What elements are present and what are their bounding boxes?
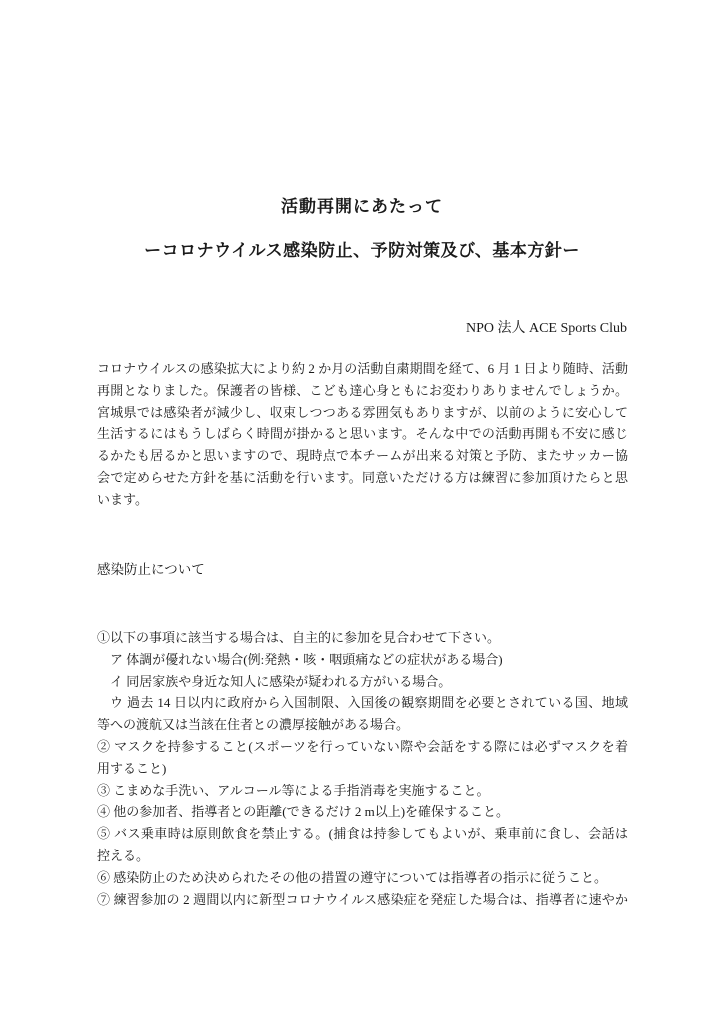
text-line: ③ こまめな手洗い、アルコール等による手指消毒を実施すること。 xyxy=(97,782,490,798)
text-line: ② マスクを持参すること(スポーツを行っていない際や会話をする際には必ずマスクを着 xyxy=(97,738,628,754)
text-line: ⑤ バス乗車時は原則飲食を禁止する。(捕食は持参してもよいが、乗車前に食し、会話は xyxy=(97,826,628,842)
text-line: ⑥ 感染防止のため決められたその他の措置の遵守については指導者の指示に従うこと。 xyxy=(97,869,607,885)
text-line: ⑦ 練習参加の 2 週間以内に新型コロナウイルス感染症を発症した場合は、指導者に速やか xyxy=(97,891,628,907)
text-line: ア 体調が優れない場合(例:発熱・咳・咽頭痛などの症状がある場合) xyxy=(110,651,503,667)
document-subtitle: ーコロナウイルス感染防止、予防対策及び、基本方針ー xyxy=(144,241,580,260)
section-heading: 感染防止について xyxy=(97,562,205,577)
text-line: ①以下の事項に該当する場合は、自主的に参加を見合わせて下さい。 xyxy=(97,630,501,645)
text-line: 再開となりました。保護者の皆様、こども達心身ともにお変わりありませんでしょうか。 xyxy=(97,382,628,398)
text-line: ウ 過去 14 日以内に政府から入国制限、入国後の観察期間を必要とされている国、地域 xyxy=(110,695,628,711)
text-line: るかたも居るかと思いますので、現時点で本チームが出来る対策と予防、またサッカー協 xyxy=(97,448,628,464)
prevention-list xyxy=(97,627,628,910)
text-line: イ 同居家族や身近な知人に感染が疑われる方がいる場合。 xyxy=(110,673,452,689)
text-line: 等への渡航又は当該在住者との濃厚接触がある場合。 xyxy=(97,717,410,733)
text-line: 宮城県では感染者が減少し、収束しつつある雰囲気もありますが、以前のように安心して xyxy=(97,404,628,420)
text-line: ④ 他の参加者、指導者との距離(できるだけ 2 m以上)を確保すること。 xyxy=(97,804,510,820)
text-line: 用すること) xyxy=(97,760,167,776)
text-line: います。 xyxy=(97,491,148,507)
text-line: コロナウイルスの感染拡大により約 2 か月の活動自粛期間を経て、6 月 1 日より随時、活動 xyxy=(97,361,628,376)
author-line: NPO 法人 ACE Sports Club xyxy=(465,321,627,336)
text-line: 控える。 xyxy=(97,847,150,863)
text-line: 会で定めらせた方針を基に活動を行います。同意いただける方は練習に参加頂けたらと思 xyxy=(97,469,628,485)
text-line: 生活するにはもうしばらく時間が掛かると思います。そんな中での活動再開も不安に感じ xyxy=(97,426,628,442)
document-title: 活動再開にあたって xyxy=(281,197,443,216)
intro-paragraph xyxy=(97,358,628,511)
